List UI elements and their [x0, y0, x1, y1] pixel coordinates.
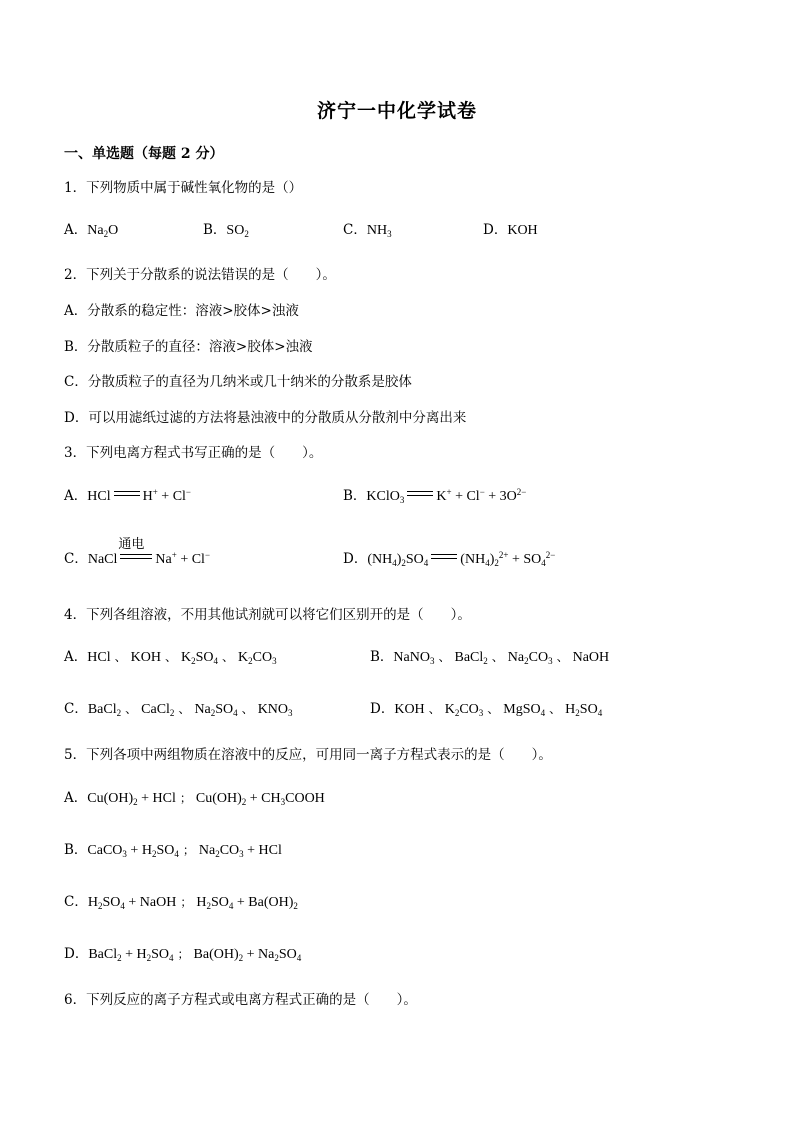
question-2-option-d[interactable]: D．可以用滤纸过滤的方法将悬浊液中的分散质从分散剂中分离出来 [64, 410, 467, 426]
question-3-stem: 3．下列电离方程式书写正确的是（ ）。 [64, 445, 323, 461]
equals-sign [114, 489, 140, 499]
formula-list: HCl 、 KOH 、 $K_2SO_4$ 、 $K_2CO_3$ [87, 650, 277, 666]
formula: $SO_2$ [226, 223, 249, 239]
question-1-option-a[interactable]: A．$Na_2O$ [64, 222, 119, 239]
question-3-option-a[interactable]: A．HCl H+ + Cl− [64, 487, 191, 504]
formula: KOH [507, 223, 538, 238]
question-3-option-c[interactable]: C．NaCl 通电 Na+ + Cl− [64, 537, 211, 567]
question-4-option-d[interactable]: D．KOH 、 $K_2CO_3$ 、 MgSO$_4$ 、 $H_2SO_4$ [370, 701, 603, 718]
question-4-option-b[interactable]: B．NaNO$_3$ 、 BaCl$_2$ 、 $Na_2CO_3$ 、 NaOH [370, 649, 610, 666]
section-heading: 一、单选题（每题 2 分） [64, 146, 224, 162]
formula-pair: $H_2SO_4$ + NaOH ； $H_2SO_4 + Ba(OH)_2$ [87, 895, 298, 911]
question-3-option-b[interactable]: B．KClO$_3$ $K^+ + Cl^- + 3O^{2-}$ [343, 487, 527, 505]
formula-pair: $Cu(OH)_2$ + HCl ； $Cu(OH)_2$ + $CH_3COOH$ [87, 791, 325, 807]
formula-list: KOH 、 $K_2CO_3$ 、 MgSO$_4$ 、 $H_2SO_4$ [394, 702, 603, 718]
formula: $Na_2O$ [87, 223, 119, 239]
question-4-option-c[interactable]: C．BaCl$_2$ 、 CaCl$_2$ 、 $Na_2SO_4$ 、 $KNO_3$ [64, 701, 293, 718]
reaction-condition: 通电 [118, 537, 145, 552]
equation: KClO$_3$ $K^+ + Cl^- + 3O^{2-}$ [366, 487, 527, 505]
equation: HCl H+ + Cl− [87, 487, 191, 504]
question-2-stem: 2．下列关于分散系的说法错误的是（ ）。 [64, 267, 336, 283]
equation: NaCl 通电 Na+ + Cl− [87, 537, 211, 567]
page-title: 济宁一中化学试卷 [316, 100, 477, 122]
formula-list: NaNO$_3$ 、 BaCl$_2$ 、 $Na_2CO_3$ 、 NaOH [393, 650, 610, 666]
question-6-stem: 6．下列反应的离子方程式或电离方程式正确的是（ ）。 [64, 992, 417, 1008]
question-5-stem: 5．下列各项中两组物质在溶液中的反应，可用同一离子方程式表示的是（ ）。 [64, 747, 552, 763]
question-5-option-c[interactable]: C．$H_2SO_4$ + NaOH ； $H_2SO_4 + Ba(OH)_2$ [64, 894, 298, 911]
question-5-option-a[interactable]: A．$Cu(OH)_2$ + HCl ； $Cu(OH)_2$ + $CH_3COOH$ [64, 790, 325, 807]
question-1-option-d[interactable]: D．KOH [483, 222, 538, 238]
question-1-option-b[interactable]: B．$SO_2$ [203, 222, 249, 239]
question-4-option-a[interactable]: A．HCl 、 KOH 、 $K_2SO_4$ 、 $K_2CO_3$ [64, 649, 277, 666]
formula-list: BaCl$_2$ 、 CaCl$_2$ 、 $Na_2SO_4$ 、 $KNO_3$ [87, 702, 293, 718]
equals-sign [431, 552, 457, 562]
question-1-stem: 1．下列物质中属于碱性氧化物的是（） [64, 180, 303, 196]
formula-pair: CaCO$_3$ + $H_2SO_4$ ； $Na_2CO_3$ + HCl [87, 843, 282, 859]
formula-pair: BaCl$_2$ + $H_2SO_4$ ； $Ba(OH)_2 + Na_2SO_4$ [88, 947, 302, 963]
question-4-stem: 4．下列各组溶液，不用其他试剂就可以将它们区别开的是（ ）。 [64, 607, 471, 623]
question-1-option-c[interactable]: C．$NH_3$ [343, 222, 392, 239]
formula: $NH_3$ [366, 223, 392, 239]
question-5-option-b[interactable]: B．CaCO$_3$ + $H_2SO_4$ ； $Na_2CO_3$ + HCl [64, 842, 282, 859]
question-2-option-c[interactable]: C．分散质粒子的直径为几纳米或几十纳米的分散系是胶体 [64, 374, 412, 390]
equals-sign [407, 489, 433, 499]
question-3-option-d[interactable]: D．$(NH_4)_2SO_4$ $(NH_4)_2^{2+} + SO_4^{2-}$ [343, 550, 556, 568]
question-2-option-b[interactable]: B．分散质粒子的直径：溶液>胶体>浊液 [64, 339, 313, 355]
question-2-option-a[interactable]: A．分散系的稳定性：溶液>胶体>浊液 [64, 303, 299, 319]
equation: $(NH_4)_2SO_4$ $(NH_4)_2^{2+} + SO_4^{2-}$ [367, 550, 556, 568]
equals-sign [118, 537, 152, 562]
question-5-option-d[interactable]: D．BaCl$_2$ + $H_2SO_4$ ； $Ba(OH)_2 + Na_2SO_4$ [64, 946, 302, 963]
